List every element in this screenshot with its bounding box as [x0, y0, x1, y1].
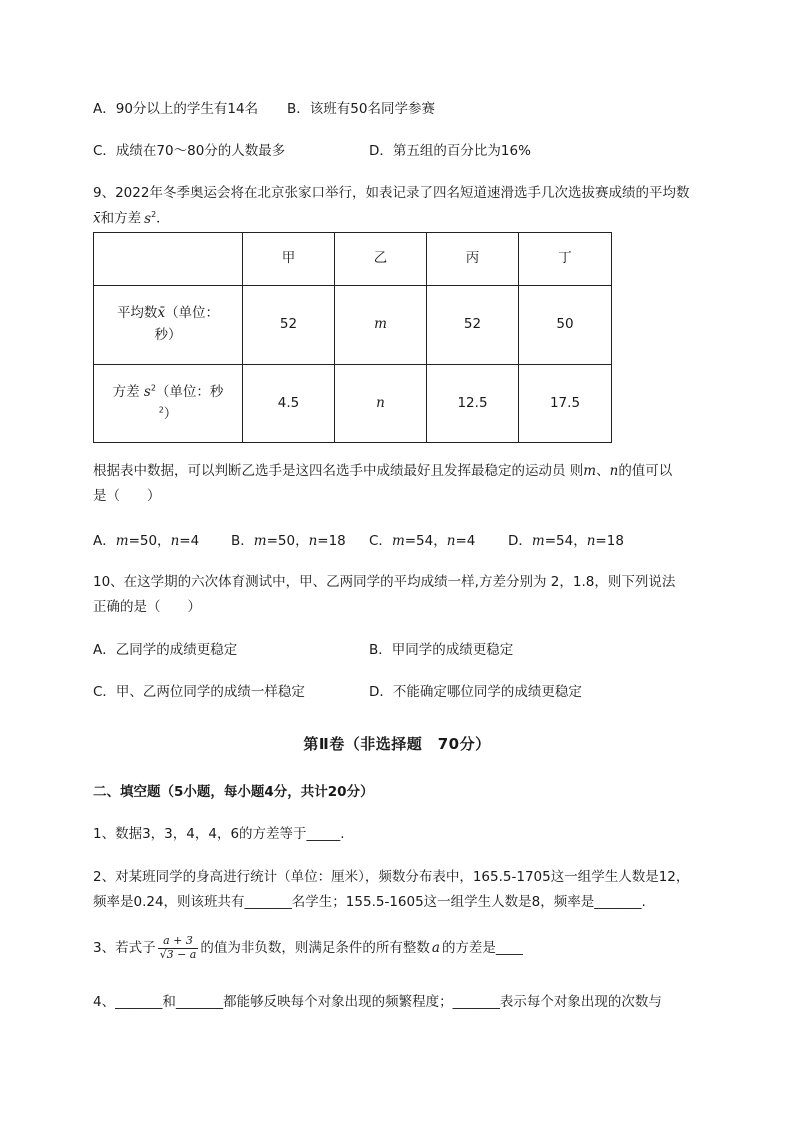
fill3-var: a [431, 940, 440, 957]
mean-label-unit: （单位： [165, 305, 220, 322]
q9-option-c-mval: =54， [404, 533, 447, 549]
table-row-mean [94, 286, 612, 365]
q8-option-d: D．第五组的百分比为16% [369, 143, 531, 159]
fill-question-4: 4、_______和_______都能够反映每个对象出现的频繁程度；_______表示每个对象出现的次数与 [93, 994, 662, 1010]
q9-option-d-prefix: D． [508, 533, 532, 549]
q10-option-d: D．不能确定哪位同学的成绩更稳定 [369, 684, 582, 700]
q9-option-b-prefix: B． [231, 533, 254, 549]
part2-title: 第Ⅱ卷（非选择题 70分） [303, 735, 491, 753]
q9-after-n: n [609, 463, 619, 479]
fill3-after: 的方差是____ [441, 940, 523, 957]
q10-stem-line1: 10、在这学期的六次体育测试中，甲、乙两同学的平均成绩一样,方差分别为 2，1.8，则下列说法 [93, 574, 676, 590]
q9-variance-sup: 2 [151, 210, 157, 219]
q9-option-c-prefix: C． [369, 533, 392, 549]
q9-option-c-n: n [446, 533, 456, 549]
mean-label-symbol: x̄ [157, 305, 166, 322]
q9-option-c-m: m [391, 533, 405, 549]
table-header-blank [94, 233, 243, 286]
q9-after-m: m [583, 463, 597, 479]
variance-label-symbol: s [143, 383, 151, 400]
table-row-mean-label [94, 286, 243, 365]
mean-bing: 52 [427, 286, 519, 365]
q9-stem-text: 和方差 [100, 210, 142, 227]
q9-data-table [93, 232, 612, 443]
variance-label-text: 方差 [112, 383, 140, 400]
q9-after-end: 的值可以 [618, 463, 673, 479]
fill3-middle: 的值为非负数，则满足条件的所有整数 [200, 940, 430, 957]
q8-option-b: B．该班有50名同学参赛 [287, 101, 435, 117]
table-header-bing: 丙 [427, 233, 519, 286]
q9-option-c-nval: =4 [455, 533, 476, 549]
q9-after-line1 [93, 465, 672, 479]
q9-option-b-n: n [308, 533, 318, 549]
q9-option-a-nval: =4 [179, 533, 200, 549]
fill3-before: 3、若式子 [93, 940, 156, 957]
table-header-ding: 丁 [519, 233, 612, 286]
q10-stem-line2: 正确的是（ ） [93, 599, 201, 615]
variance-jia: 4.5 [243, 365, 335, 443]
table-header-yi: 乙 [335, 233, 427, 286]
fill3-fraction [158, 935, 199, 961]
fill-question-1: 1、数据3，3，4，4，6的方差等于_____. [93, 826, 345, 842]
fill-section-title: 二、填空题（5小题，每小题4分，共计20分） [93, 784, 374, 800]
q10-option-a: A．乙同学的成绩更稳定 [93, 642, 238, 658]
q9-option-d-mval: =54， [544, 533, 587, 549]
mean-jia: 52 [243, 286, 335, 365]
q9-option-b-nval: =18 [317, 533, 346, 549]
q9-option-b-mval: =50， [266, 533, 309, 549]
q9-option-a-mval: =50， [128, 533, 171, 549]
q10-option-b: B．甲同学的成绩更稳定 [369, 642, 514, 658]
q9-stem-line1: 9、2022年冬季奥运会将在北京张家口举行，如表记录了四名短道速滑选手几次选拔赛成绩的平均数 [93, 185, 690, 201]
q9-option-d [508, 535, 624, 549]
table-row-variance [94, 365, 612, 443]
q9-option-c [369, 535, 475, 549]
variance-unit-end: ） [163, 405, 178, 422]
q9-option-a-m: m [115, 533, 129, 549]
variance-label-unit: （单位：秒 [155, 383, 224, 400]
q9-variance-symbol: s [144, 210, 152, 227]
q9-option-a-n: n [170, 533, 180, 549]
mean-label-text: 平均数 [116, 305, 158, 322]
q9-option-a [93, 535, 199, 549]
fill3-denominator: √3 − a [159, 947, 197, 961]
mean-label-unit-end: 秒） [154, 327, 182, 343]
q9-option-b [231, 535, 346, 549]
q9-after-text: 根据表中数据，可以判断乙选手是这四名选手中成绩最好且发挥最稳定的运动员 则 [93, 463, 584, 479]
fill-question-3 [93, 935, 523, 961]
table-header-row [94, 233, 612, 286]
q9-option-a-prefix: A． [93, 533, 116, 549]
q9-after-sep: 、 [596, 463, 610, 479]
q9-option-b-m: m [253, 533, 267, 549]
q8-option-a: A．90分以上的学生有14名 [93, 101, 259, 117]
mean-ding: 50 [519, 286, 612, 365]
variance-label-sup: 2 [150, 383, 156, 393]
q10-option-c: C．甲、乙两位同学的成绩一样稳定 [93, 684, 305, 700]
variance-yi: n [335, 365, 427, 443]
fill3-numerator: a + 3 [158, 935, 199, 949]
table-row-variance-label [94, 365, 243, 443]
fill-question-2-line1: 2、对某班同学的身高进行统计（单位：厘米），频数分布表中，165.5-1705这一组学生人数是12， [93, 869, 690, 885]
q9-option-d-nval: =18 [595, 533, 624, 549]
table-header-jia: 甲 [243, 233, 335, 286]
q9-mean-symbol: x̄ [93, 210, 101, 227]
variance-unit-sup: 2 [158, 405, 164, 414]
variance-bing: 12.5 [427, 365, 519, 443]
q9-option-d-n: n [586, 533, 596, 549]
q9-after-line2: 是（ ） [93, 488, 161, 504]
fill-question-2-line2: 频率是0.24，则该班共有_______名学生；155.5-1605这一组学生人数是8，频率是_______. [93, 894, 646, 910]
q9-stem-end: ． [156, 210, 170, 227]
q8-option-c: C．成绩在70～80分的人数最多 [93, 143, 286, 159]
q9-stem-line2 [93, 211, 170, 226]
mean-yi: m [335, 286, 427, 365]
variance-ding: 17.5 [519, 365, 612, 443]
q9-option-d-m: m [531, 533, 545, 549]
